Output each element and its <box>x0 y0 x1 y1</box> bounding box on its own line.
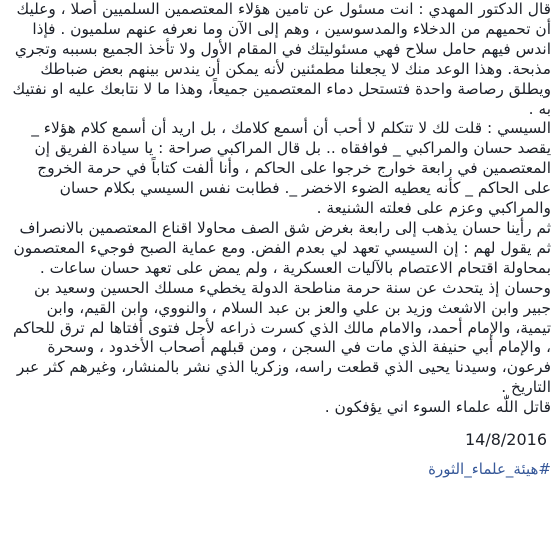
post-paragraph-1: قال الدكتور المهدي : انت مسئول عن تامين هؤلاء المعتصمين السلميين أصلا ، وعليك أن تحميهم من الدخلاء والمدسوسين ، وهم إلى الآن وما نعرفه عنهم سلميون . فإذا اندس فيهم حامل سلاح فهي مسئوليتك في المقام الأول ولا تأخذ الجميع بسببه وتجري مذبحة. وهذا الوعد منك لا يجعلنا مطمئنين لأنه يمكن أن يندس بينهم بعض ضباطك ويطلق رصاصة واحدة فتستحل دماء المعتصمين جميعاً، وهذا ما لا نتابعك عليه او نفتيك به . <box>12 0 551 118</box>
post-text <box>8 0 551 418</box>
post-paragraph-4: وحسان إذ يتحدث عن سنة حرمة مناطحة الدولة يخطيء مسلك الحسين وسعيد بن جبير وابن الاشعث وزيد بن علي والعز بن عبد السلام ، والنووي، وابن القيم، وابن تيمية، والإمام أحمد، والامام مالك الذي كسرت ذراعه لأجل فتوى أفتاها لم ترق للحاكم ، والإمام أبي حنيفة الذي مات في السجن ، ومن قبلهم أصحاب الأخدود ، وسحرة فرعون، وسيدنا يحيى الذي قطعت راسه، وزكريا الذي نشر بالمنشار، وغيرهم كثر عبر التاريخ . <box>13 278 551 397</box>
post-paragraph-2: السيسي : قلت لك لا تتكلم لا أحب أن أسمع كلامك ، بل اريد أن أسمع كلام هؤلاء _ يقصد حسان والمراكبي _ فوافقاه .. بل قال المراكبي صراحة : يا سيادة الفريق إن المعتصمين في رابعة خوارج خرجوا على الحاكم ، وأنا ألفت كتاباً في حرمة الخروج على الحاكم _ كأنه يعطيه الضوء الاخضر _. فطابت نفس السيسي بكلام حسان والمراكبي وعزم على فعلته الشنيعة . <box>31 119 551 218</box>
post-paragraph-5: قاتل اللّٰه علماء السوء اني يؤفكون . <box>324 398 551 417</box>
post-paragraph-3: ثم رأينا حسان يذهب إلى رابعة بغرض شق الصف محاولا اقناع المعتصمين بالانصراف ثم يقول لهم : إن السيسي تعهد لي بعدم الفض. ومع عماية الصبح فوجيء المعتصمون بمحاولة اقتحام الاعتصام بالآليات العسكرية ، ولم يمض على تعهد حسان ساعات . <box>13 218 551 277</box>
hashtag-link[interactable]: #هيئة_علماء_الثورة <box>428 460 551 479</box>
post-date: 14/8/2016 <box>464 430 547 450</box>
